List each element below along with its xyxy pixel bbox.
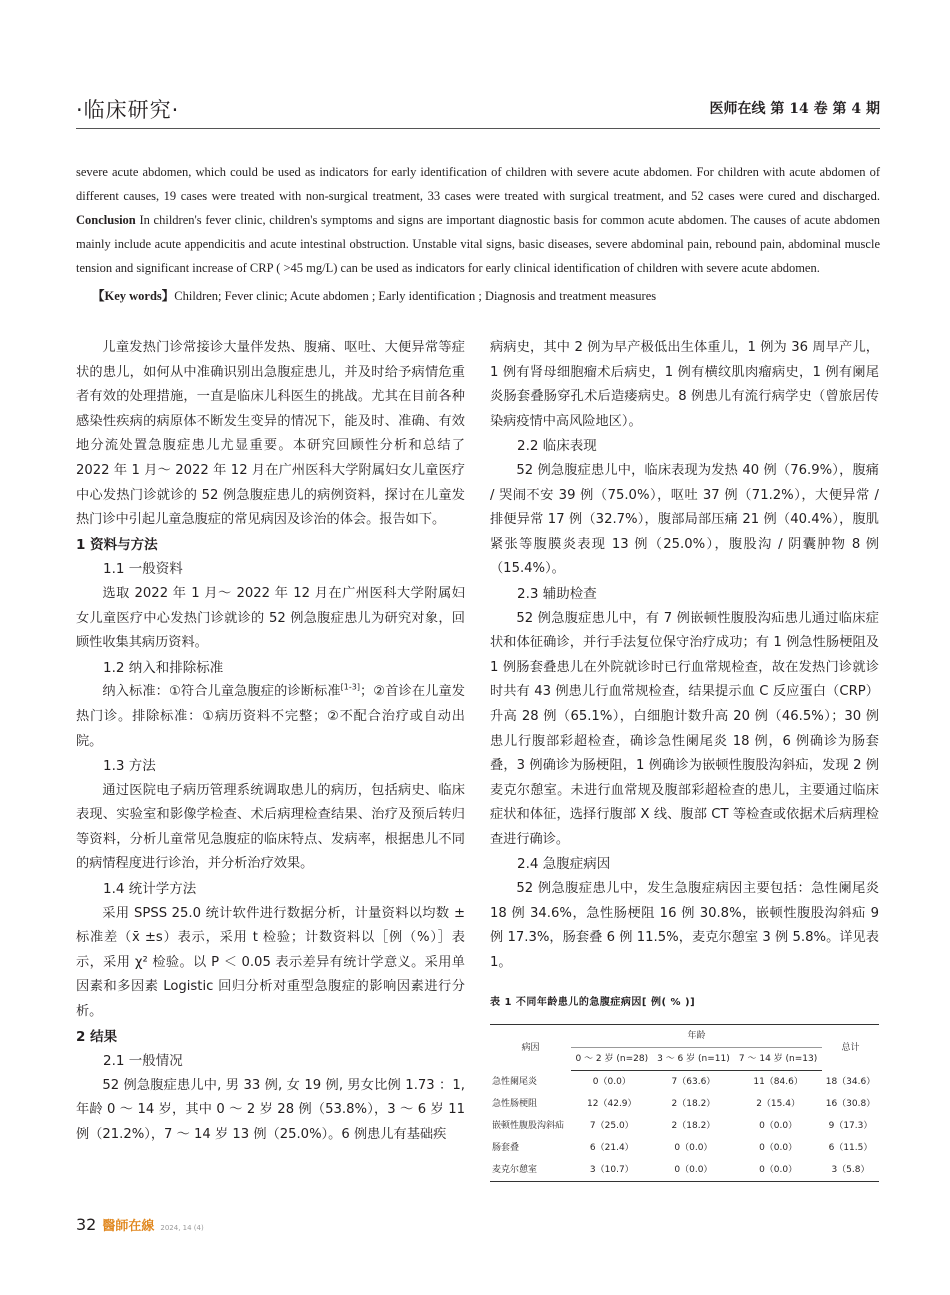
heading-clinical: 2.2 临床表现 [517,438,597,455]
table-row [490,1137,879,1159]
heading-general-data: 1.1 一般资料 [103,561,183,578]
col-age-0-2: 0 ～ 2 岁 (n=28) [571,1048,653,1071]
page-header [76,94,880,124]
cell-total: 6（11.5） [828,1143,873,1154]
table-title: 表 1 不同年龄患儿的急腹症病因[ 例( % )] [490,997,696,1009]
journal-logo: 醫師在線 [102,1219,155,1234]
col-age-3-6: 3 ～ 6 岁 (n=11) [653,1048,735,1071]
paragraph-general: 52 例急腹症患儿中, 男 33 例, 女 19 例, 男女比例 1.73 ：1, 年龄 0 ～ 14 岁，其中 0 ～ 2 岁 28 例（53.8%），3 ～ 6 岁 11 例（21.2%），7 ～ 14 岁 13 例（25.0%）。6 例患儿有基础疾 [76,1077,465,1142]
right-column [490,336,879,1182]
table-row [490,1159,879,1182]
paragraph-general-data: 选取 2022 年 1 月～ 2022 年 12 月在广州医科大学附属妇女儿童医疗中心发热门诊就诊的 52 例急腹症患儿为研究对象，回顾性收集其病历资料。 [76,585,465,651]
paragraph-causes: 52 例急腹症患儿中，发生急腹症病因主要包括：急性阑尾炎 18 例 34.6%，急性肠梗阻 16 例 30.8%，嵌顿性腹股沟斜疝 9 例 17.3%，肠套叠 6 例 11.5%，麦克尔憩室 3 例 5.8%。详见表 1。 [490,881,879,970]
cell-value: 7（63.6） [671,1077,716,1088]
cell-cause: 急性阑尾炎 [492,1076,538,1087]
intro-paragraph: 儿童发热门诊常接诊大量伴发热、腹痛、呕吐、大便异常等症状的患儿，如何从中准确识别出急腹症患儿，并及时给予病情危重者有效的处理措施，一直是临床儿科医生的挑战。尤其在目前各种感染性疾病的病原体不断发生变异的情况下，能及时、准确、有效地分流处置急腹症患儿尤显重要。本研究回顾性分析和总结了 2022 年 1 月～ 2022 年 12 月在广州医科大学附属妇女儿童医疗中心发热门诊就诊的 52 例急腹症患儿的病例资料，探讨在儿童发热门诊中引起儿童急腹症的常见病因及诊治的体会。报告如下。 [76,340,465,528]
abstract [76,160,880,280]
conclusion-label: Conclusion [76,213,136,227]
cell-total: 3（5.8） [822,1159,879,1182]
paragraph-statistics: 采用 SPSS 25.0 统计软件进行数据分析，计量资料以均数 ± 标准差（x̄ ±s）表示，采用 t 检验；计数资料以［例（%）］表示，采用 χ² 检验。以 P ＜ 0.05 表示差异有统计学意义。采用单因素和多因素 Logistic 回归分析对重型急腹症的影响因素进行分析。 [76,905,465,1020]
heading-general: 2.1 一般情况 [103,1053,183,1070]
cell-value: 2（18.2） [671,1099,716,1110]
keywords-label: 【Key words】 [92,289,175,303]
paragraph-general-cont: 病病史，其中 2 例为早产极低出生体重儿，1 例为 36 周早产儿，1 例有肾母细胞瘤术后病史，1 例有横纹肌肉瘤病史，1 例有阑尾炎肠套叠肠穿孔术后造瘘病史。8 例患儿有流行病学史（曾旅居传染病疫情中高风险地区）。 [490,340,879,429]
heading-auxiliary: 2.3 辅助检查 [517,585,597,602]
cell-value: 2（15.4） [756,1099,800,1110]
cell-value: 2（18.2） [671,1121,716,1132]
header-rule [76,128,880,129]
cell-total: 9（17.3） [828,1121,873,1132]
heading-methods: 1 资料与方法 [76,536,158,553]
paragraph-auxiliary: 52 例急腹症患儿中，有 7 例嵌顿性腹股沟疝患儿通过临床症状和体征确诊，并行手法复位保守治疗成功；有 1 例急性肠梗阻及 1 例肠套叠患儿在外院就诊时已行血常规检查，故在发热门诊就诊时共有 43 例患儿行血常规检查，结果提示血 C 反应蛋白（CRP）升高 28 例（65.1%），白细胞计数升高 20 例（46.5%）；30 例患儿行腹部彩超检查，确诊急性阑尾炎 18 例，6 例确诊为肠套叠，3 例确诊为肠梗阻，1 例确诊为嵌顿性腹股沟斜疝，发现 2 例麦克尔憩室。未进行血常规及腹部彩超检查的患儿，主要通过临床症状和体征，选择行腹部 X 线、腹部 CT 等检查或依据术后病理检查进行确诊。 [490,610,879,847]
paragraph-clinical: 52 例急腹症患儿中，临床表现为发热 40 例（76.9%），腹痛 / 哭闹不安 39 例（75.0%），呕吐 37 例（71.2%），大便异常 / 排便异常 17 例（32.7%），腹部局部压痛 21 例（40.4%），腹肌紧张等腹膜炎表现 13 例（25.0%），腹股沟 / 阴囊肿物 8 例（15.4%）。 [490,462,879,577]
cell-cause: 麦克尔憩室 [490,1159,571,1182]
cell-value: 0（0.0） [653,1159,735,1182]
keywords-text: Children; Fever clinic; Acute abdomen ; Early identification ; Diagnosis and treatment measures [174,289,657,303]
cell-value: 3（10.7） [571,1159,653,1182]
conclusion-text: In children's fever clinic, children's symptoms and signs are important diagnostic basis for common acute abdomen. The causes of acute abdomen mainly include acute appendicitis and acute intestinal obstruction. Unstable vital signs, basic diseases, severe abdominal pain, rebound pain, abdominal muscle tension and significant increase of CRP ( >45 mg/L) can be used as indicators for early clinical identification of children with severe acute abdomen. [76,213,880,275]
cell-cause: 肠套叠 [492,1143,520,1154]
cell-cause: 嵌顿性腹股沟斜疝 [492,1121,565,1132]
cell-value: 0（0.0） [592,1077,631,1088]
cell-total: 18（34.6） [825,1076,876,1087]
keywords [92,286,880,304]
abstract-text: severe acute abdomen, which could be used as indicators for early identification of children with severe acute abdomen. For children with acute abdomen of different causes, 19 cases were treated with non-surgical treatment, 33 cases were treated with surgical treatment, and 52 cases were cured and discharged. [76,165,880,203]
heading-criteria: 1.2 纳入和排除标准 [103,659,224,676]
heading-causes: 2.4 急腹症病因 [517,856,611,873]
col-cause: 病因 [490,1025,571,1071]
issue-info: 2024, 14 (4) [160,1224,204,1232]
cell-value: 0（0.0） [674,1143,713,1154]
journal-info: 医师在线 第 14 卷 第 4 期 [709,101,880,117]
cell-value: 6（21.4） [589,1143,634,1154]
cell-value: 0（0.0） [759,1121,798,1132]
table-row [490,1071,879,1094]
left-column [76,336,465,1148]
criteria-text-a: 纳入标准：①符合儿童急腹症的诊断标准 [102,684,341,700]
cell-value: 0（0.0） [734,1159,822,1182]
cell-value: 12（42.9） [587,1099,637,1110]
col-total: 总计 [822,1025,879,1071]
paragraph-method: 通过医院电子病历管理系统调取患儿的病历，包括病史、临床表现、实验室和影像学检查、术后病理检查结果、治疗及预后转归等资料，分析儿童常见急腹症的临床特点、发病率，根据患儿不同的病情程度进行诊治，并分析治疗效果。 [76,782,465,872]
page-number: 32 [76,1215,97,1234]
cell-cause: 急性肠梗阻 [492,1099,538,1110]
citation: [1-3] [340,682,360,692]
col-age-7-14: 7 ～ 14 岁 (n=13) [734,1048,822,1071]
cell-value: 11（84.6） [753,1077,803,1088]
col-age: 年龄 [571,1025,822,1048]
heading-results: 2 结果 [76,1028,118,1045]
page-footer [76,1215,204,1234]
section-title: ·临床研究· [76,98,180,122]
heading-statistics: 1.4 统计学方法 [103,881,197,898]
cell-total: 16（30.8） [825,1099,876,1110]
heading-method: 1.3 方法 [103,758,156,775]
table-row [490,1093,879,1115]
cell-value: 0（0.0） [759,1143,798,1154]
criteria-text-b: ；②首诊在儿童发热门诊。排除标准：①病历资料不完整；②不配合治疗或自动出院。 [76,684,465,749]
paragraph-criteria [76,680,465,754]
cell-value: 7（25.0） [589,1121,634,1132]
table-row [490,1115,879,1137]
causes-table [490,1024,879,1182]
